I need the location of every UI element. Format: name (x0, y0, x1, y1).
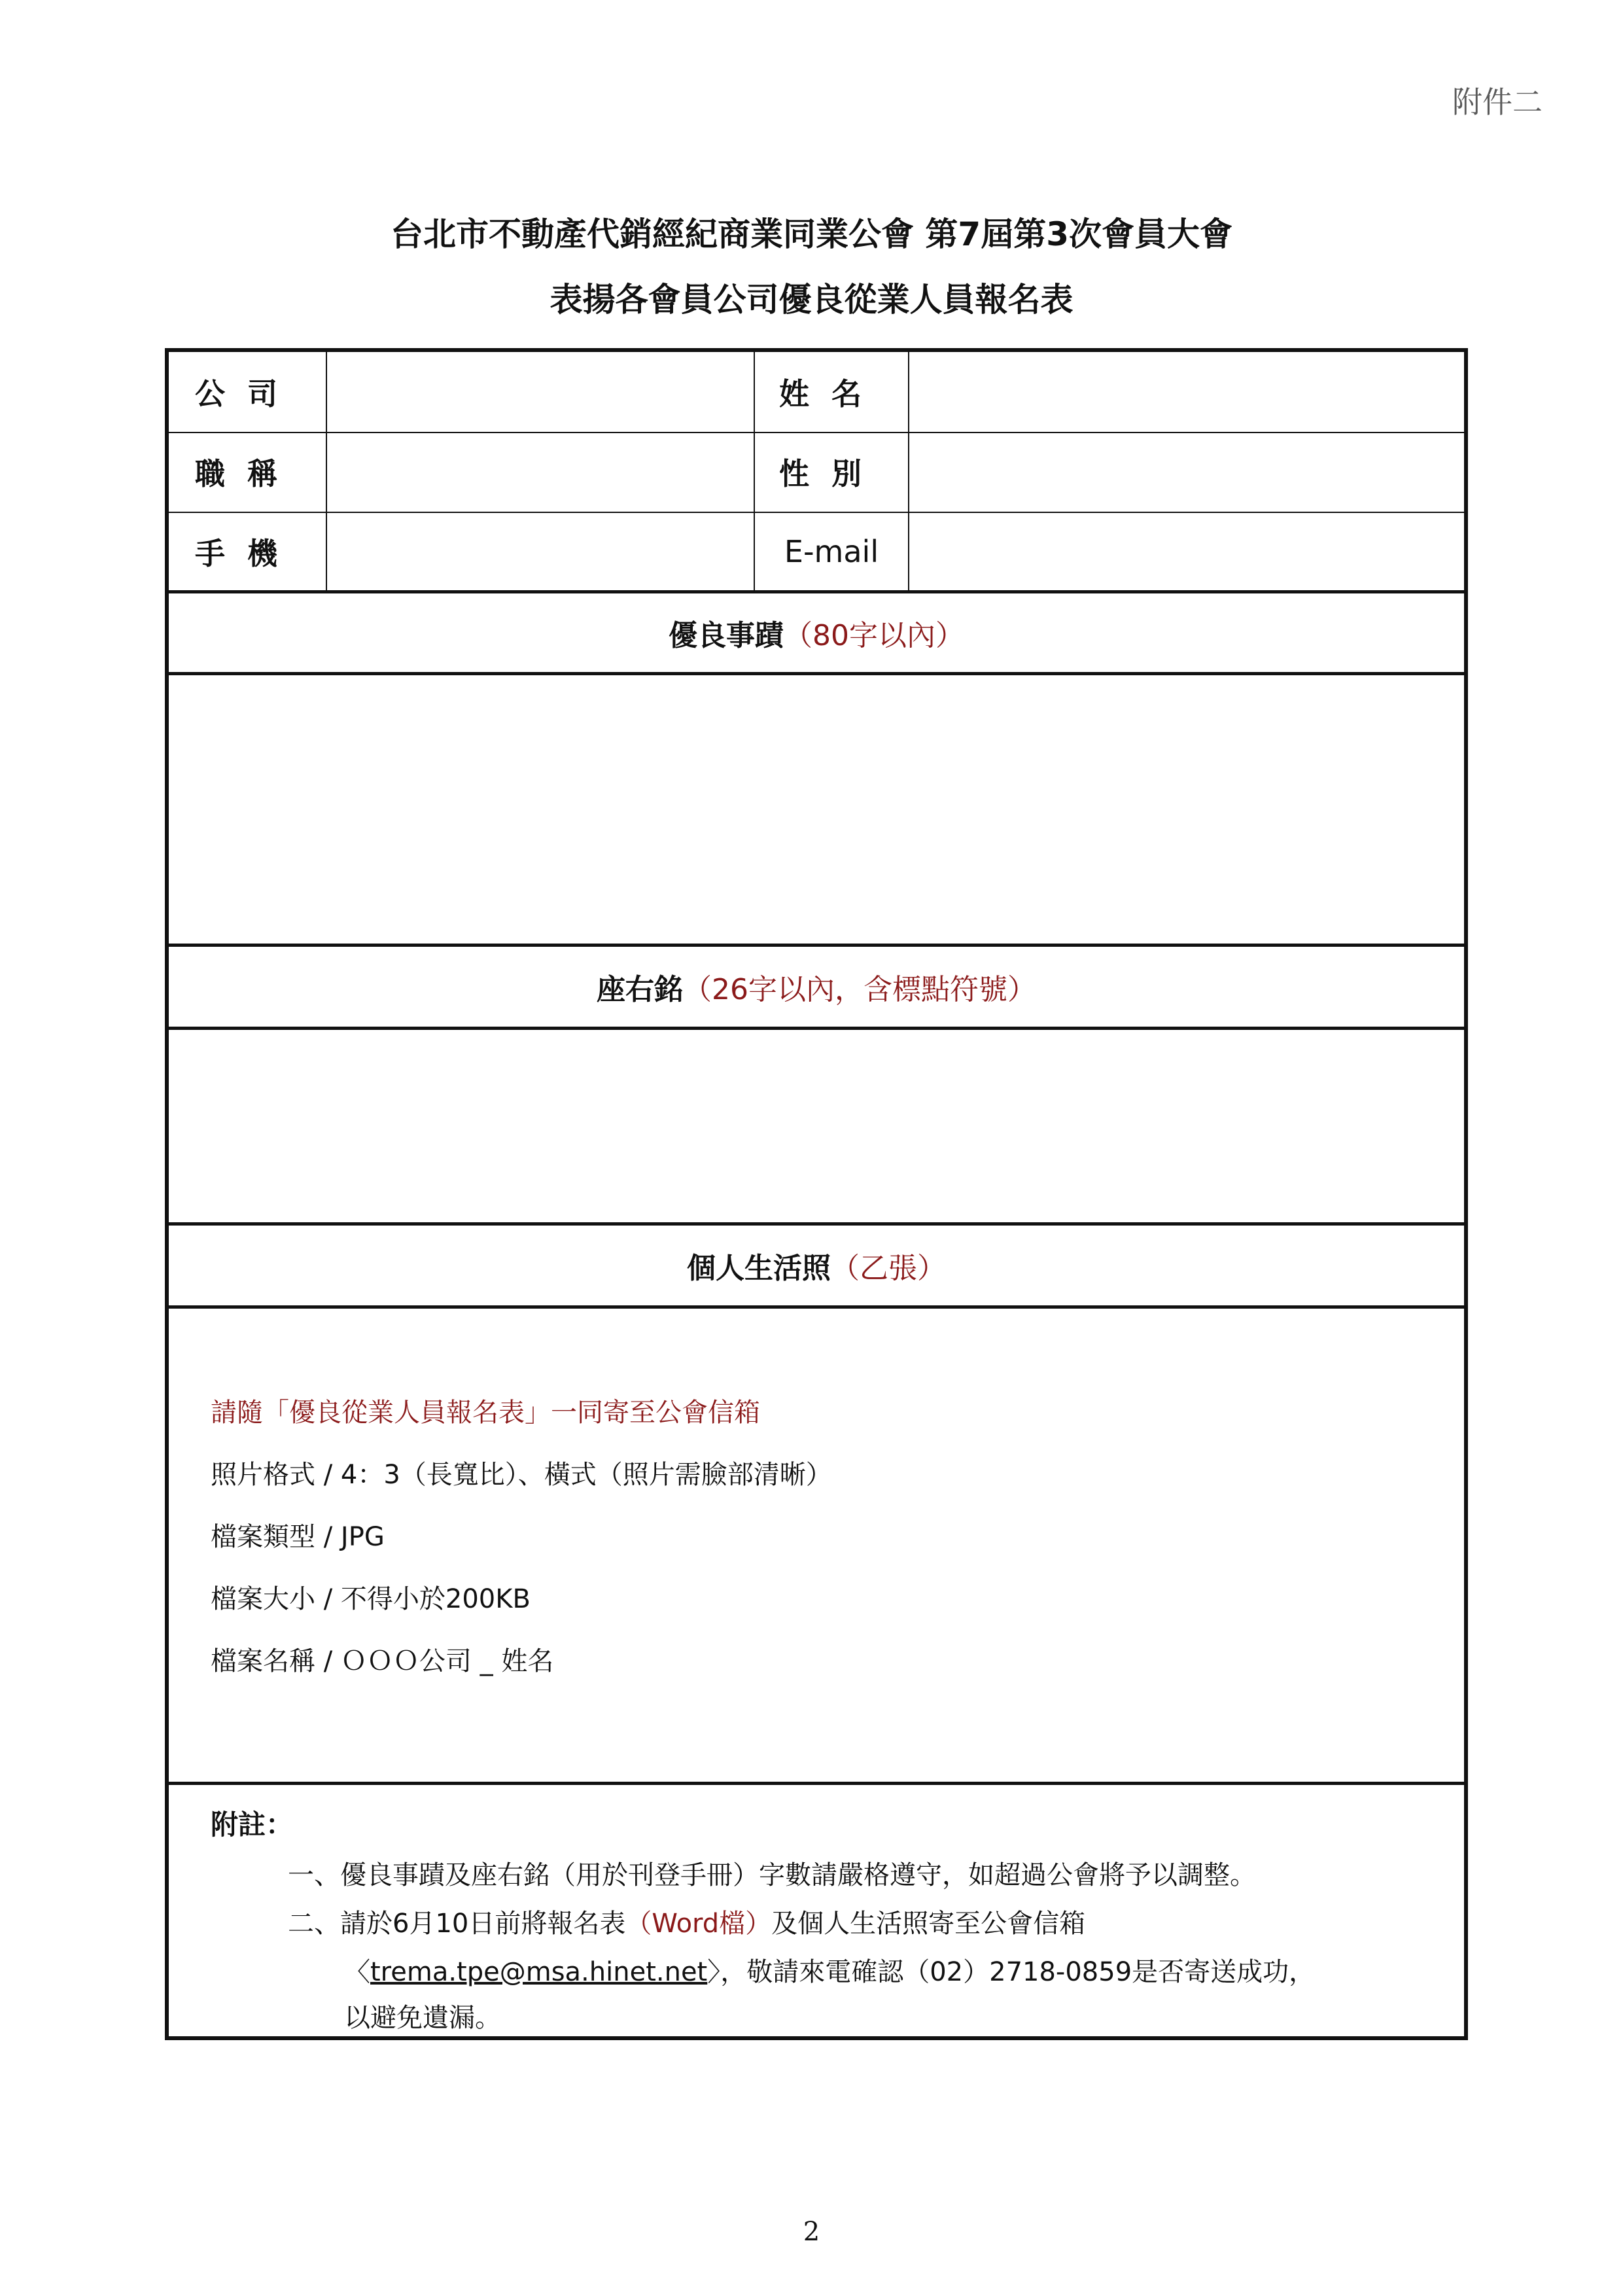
email-input[interactable] (909, 512, 1465, 592)
notes-title: 附註： (211, 1809, 294, 1841)
note-item-1: 一、優良事蹟及座右銘（用於刊登手冊）字數請嚴格遵守，如超過公會將予以調整。 (288, 1860, 1256, 1890)
note-item-2-highlight: （Word檔） (625, 1909, 772, 1939)
photo-header (169, 1226, 1464, 1305)
note-email-open-bracket: 〈 (344, 1957, 370, 1987)
photo-instructions (211, 1382, 832, 1693)
photo-file-size: 檔案大小 / 不得小於200KB (211, 1584, 531, 1614)
name-label: 姓名 (779, 376, 884, 412)
mobile-label: 手機 (195, 536, 300, 571)
achievements-header (169, 593, 1464, 672)
section-divider (169, 1782, 1464, 1785)
photo-reminder: 請隨「優良從業人員報名表」一同寄至公會信箱 (211, 1398, 760, 1428)
gender-label: 性別 (779, 456, 884, 491)
form-title-line2: 表揚各會員公司優良從業人員報名表 (550, 281, 1073, 319)
photo-file-name: 檔案名稱 / ＯＯＯ公司 _ 姓名 (211, 1646, 554, 1676)
note-item-2 (288, 1903, 1085, 1940)
section-divider (169, 1305, 1464, 1309)
motto-title: 座右銘 (597, 973, 683, 1006)
achievements-limit-note: （80字以內） (784, 619, 964, 652)
company-label: 公司 (195, 376, 300, 412)
job-title-label: 職稱 (195, 456, 300, 491)
mobile-input[interactable] (327, 512, 752, 592)
photo-file-type: 檔案類型 / JPG (211, 1522, 385, 1552)
job-title-input[interactable] (327, 432, 752, 512)
page-number: 2 (803, 2217, 820, 2247)
name-input[interactable] (909, 352, 1465, 432)
photo-format: 照片格式 / 4：3（長寬比）、橫式（照片需臉部清晰） (211, 1460, 832, 1490)
achievements-textarea[interactable] (169, 675, 1464, 957)
note-item-2-prefix: 二、請於6月10日前將報名表 (288, 1909, 626, 1939)
attachment-label: 附件二 (1452, 84, 1543, 120)
note-item-2-email-line (344, 1951, 1315, 1988)
motto-textarea[interactable] (169, 1030, 1464, 1235)
achievements-title: 優良事蹟 (669, 619, 784, 652)
note-item-2-end: 以避免遺漏。 (344, 2003, 501, 2033)
company-input[interactable] (327, 352, 752, 432)
photo-count-note: （乙張） (831, 1252, 946, 1285)
note-item-2-suffix: 及個人生活照寄至公會信箱 (771, 1909, 1086, 1939)
gender-input[interactable] (909, 432, 1465, 512)
email-label: E-mail (784, 534, 879, 569)
email-link[interactable]: trema.tpe@msa.hinet.net (370, 1957, 708, 1987)
registration-form (165, 348, 1468, 2040)
motto-limit-note: （26字以內，含標點符號） (683, 973, 1036, 1006)
photo-title: 個人生活照 (687, 1252, 831, 1285)
form-title-line1: 台北市不動產代銷經紀商業同業公會 第7屆第3次會員大會 (391, 215, 1232, 253)
motto-header (169, 947, 1464, 1027)
note-item-2-after-email: 〉，敬請來電確認（02）2718-0859是否寄送成功， (707, 1957, 1316, 1987)
